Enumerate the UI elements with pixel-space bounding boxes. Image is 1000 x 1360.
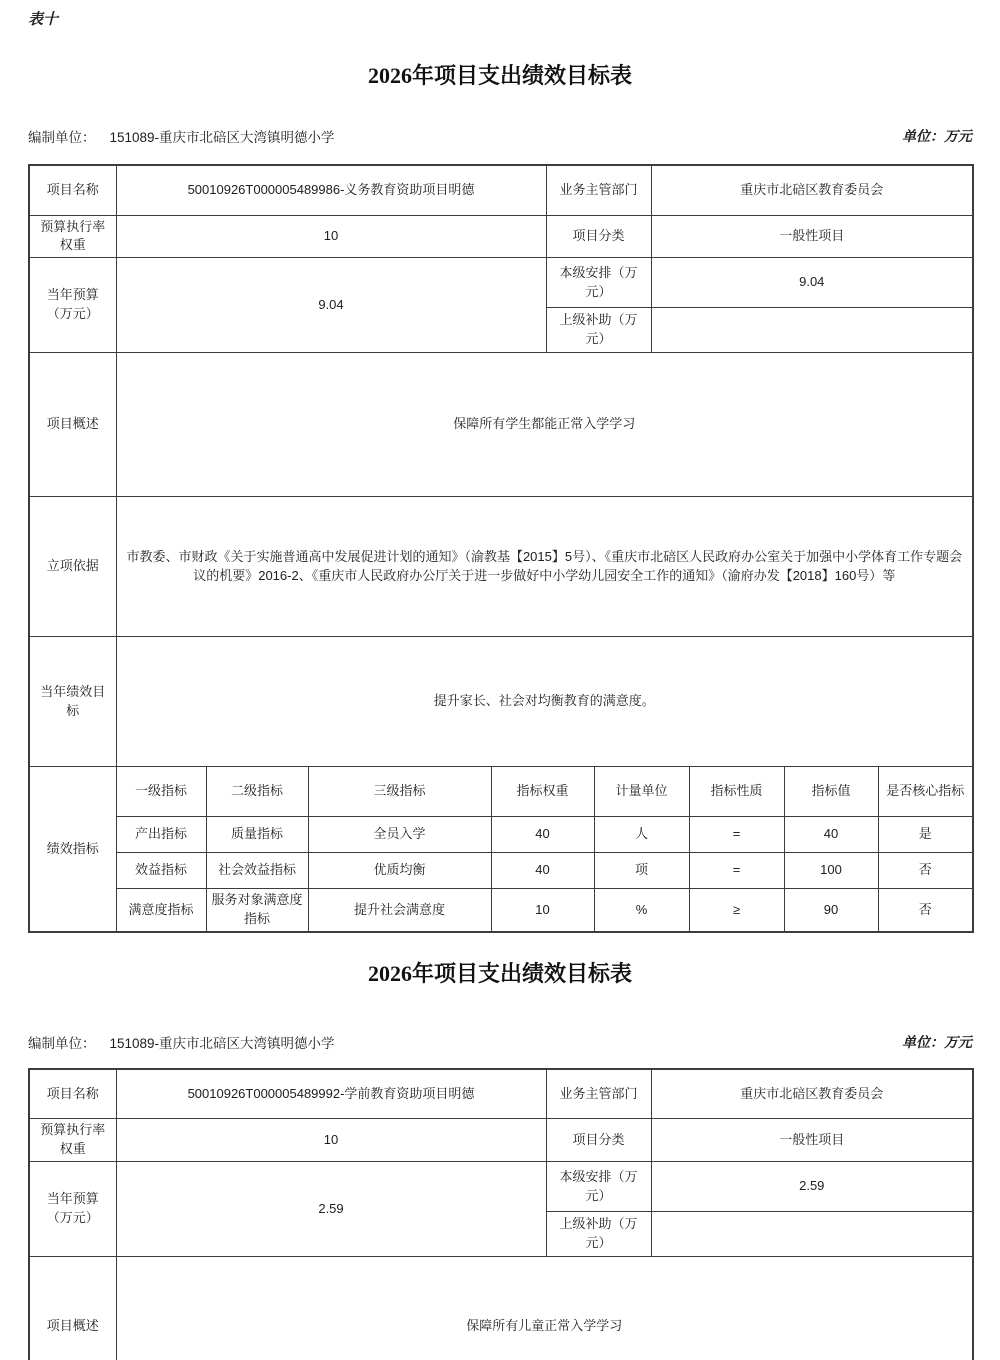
indicator-cell: 40 (491, 817, 594, 853)
project-category-label: 项目分类 (546, 215, 651, 258)
project-name-label: 项目名称 (29, 165, 116, 215)
indicator-cell: ≥ (689, 889, 784, 932)
prepared-by-label: 编制单位： (28, 130, 96, 145)
budget-exec-weight-label: 预算执行率权重 (29, 215, 116, 258)
document-title-1: 2026年项目支出绩效目标表 (367, 63, 632, 88)
indicator-row-3 (29, 889, 973, 932)
indicator-header-nature: 指标性质 (689, 767, 784, 817)
indicator-cell: 40 (491, 853, 594, 889)
budget-exec-weight-value: 10 (116, 1119, 546, 1162)
project-name-label: 项目名称 (29, 1069, 116, 1119)
indicator-cell: 全员入学 (308, 817, 491, 853)
prepared-by-label: 编制单位： (28, 1035, 96, 1051)
indicator-cell: 否 (878, 889, 973, 932)
indicator-cell: 社会效益指标 (206, 853, 308, 889)
indicator-header-unit: 计量单位 (594, 767, 689, 817)
unit-note: 单位：万元 (902, 1035, 972, 1051)
unit-note: 单位：万元 (902, 130, 972, 145)
indicator-row-1 (29, 817, 973, 853)
indicator-cell: 是 (878, 817, 973, 853)
indicator-cell: 项 (594, 853, 689, 889)
project-overview-label: 项目概述 (29, 1257, 116, 1360)
project-category-label: 项目分类 (546, 1119, 651, 1162)
budget-exec-weight-label: 预算执行率权重 (29, 1119, 116, 1162)
indicator-cell: 人 (594, 817, 689, 853)
dept-label: 业务主管部门 (546, 165, 651, 215)
indicator-header-level1: 一级指标 (116, 767, 206, 817)
meta-row-2 (28, 1032, 972, 1052)
year-budget-value: 9.04 (116, 258, 546, 353)
indicator-row-2 (29, 853, 973, 889)
project-overview-value: 保障所有学生都能正常入学学习 (116, 353, 973, 497)
indicator-header-weight: 指标权重 (491, 767, 594, 817)
meta-row-1 (28, 126, 972, 146)
indicator-cell: = (689, 817, 784, 853)
indicator-cell: 100 (784, 853, 878, 889)
local-arrangement-label: 本级安排（万元） (546, 1162, 651, 1212)
year-budget-value: 2.59 (116, 1162, 546, 1257)
superior-subsidy-label: 上级补助（万元） (546, 308, 651, 353)
indicator-cell: 40 (784, 817, 878, 853)
indicator-header-level2: 二级指标 (206, 767, 308, 817)
local-arrangement-value: 2.59 (651, 1162, 973, 1212)
local-arrangement-label: 本级安排（万元） (546, 258, 651, 308)
indicator-header-value: 指标值 (784, 767, 878, 817)
perf-indicators-label: 绩效指标 (29, 767, 116, 932)
indicator-cell: 产出指标 (116, 817, 206, 853)
indicator-cell: 否 (878, 853, 973, 889)
dept-value: 重庆市北碚区教育委员会 (651, 1069, 973, 1119)
project-overview-value: 保障所有儿童正常入学学习 (116, 1257, 973, 1360)
corner-table-number: 表十 (28, 12, 59, 28)
indicator-cell: 满意度指标 (116, 889, 206, 932)
indicator-header-level3: 三级指标 (308, 767, 491, 817)
superior-subsidy-value (651, 1212, 973, 1257)
indicator-cell: 10 (491, 889, 594, 932)
indicator-header-core: 是否核心指标 (878, 767, 973, 817)
performance-table-1 (28, 164, 974, 933)
year-target-value: 提升家长、社会对均衡教育的满意度。 (116, 637, 973, 767)
dept-label: 业务主管部门 (546, 1069, 651, 1119)
project-basis-label: 立项依据 (29, 497, 116, 637)
document-title-2: 2026年项目支出绩效目标表 (367, 960, 632, 986)
indicator-cell: 质量指标 (206, 817, 308, 853)
project-category-value: 一般性项目 (651, 1119, 973, 1162)
indicator-cell: 效益指标 (116, 853, 206, 889)
indicator-cell: 优质均衡 (308, 853, 491, 889)
local-arrangement-value: 9.04 (651, 258, 973, 308)
indicator-cell: 90 (784, 889, 878, 932)
year-target-label: 当年绩效目标 (29, 637, 116, 767)
indicator-cell: % (594, 889, 689, 932)
prepared-by-value: 151089-重庆市北碚区大湾镇明德小学 (109, 1035, 335, 1051)
performance-table-2 (28, 1068, 974, 1360)
year-budget-label: 当年预算（万元） (29, 258, 116, 353)
indicator-cell: = (689, 853, 784, 889)
project-category-value: 一般性项目 (651, 215, 973, 258)
project-basis-value: 市教委、市财政《关于实施普通高中发展促进计划的通知》（渝教基【2015】5号）、《重庆市北碚区人民政府办公室关于加强中小学体育工作专题会议的机要》2016-2、《重庆市人民政府办公厅关于进一步做好中小学幼儿园安全工作的通知》（渝府办发【2018】160号）等 (116, 497, 973, 637)
budget-exec-weight-value: 10 (116, 215, 546, 258)
superior-subsidy-label: 上级补助（万元） (546, 1212, 651, 1257)
superior-subsidy-value (651, 308, 973, 353)
project-overview-label: 项目概述 (29, 353, 116, 497)
project-name-value: 50010926T000005489992-学前教育资助项目明德 (116, 1069, 546, 1119)
year-budget-label: 当年预算（万元） (29, 1162, 116, 1257)
prepared-by-value: 151089-重庆市北碚区大湾镇明德小学 (109, 130, 335, 145)
indicator-cell: 提升社会满意度 (308, 889, 491, 932)
project-name-value: 50010926T000005489986-义务教育资助项目明德 (116, 165, 546, 215)
dept-value: 重庆市北碚区教育委员会 (651, 165, 973, 215)
indicator-cell: 服务对象满意度指标 (206, 889, 308, 932)
